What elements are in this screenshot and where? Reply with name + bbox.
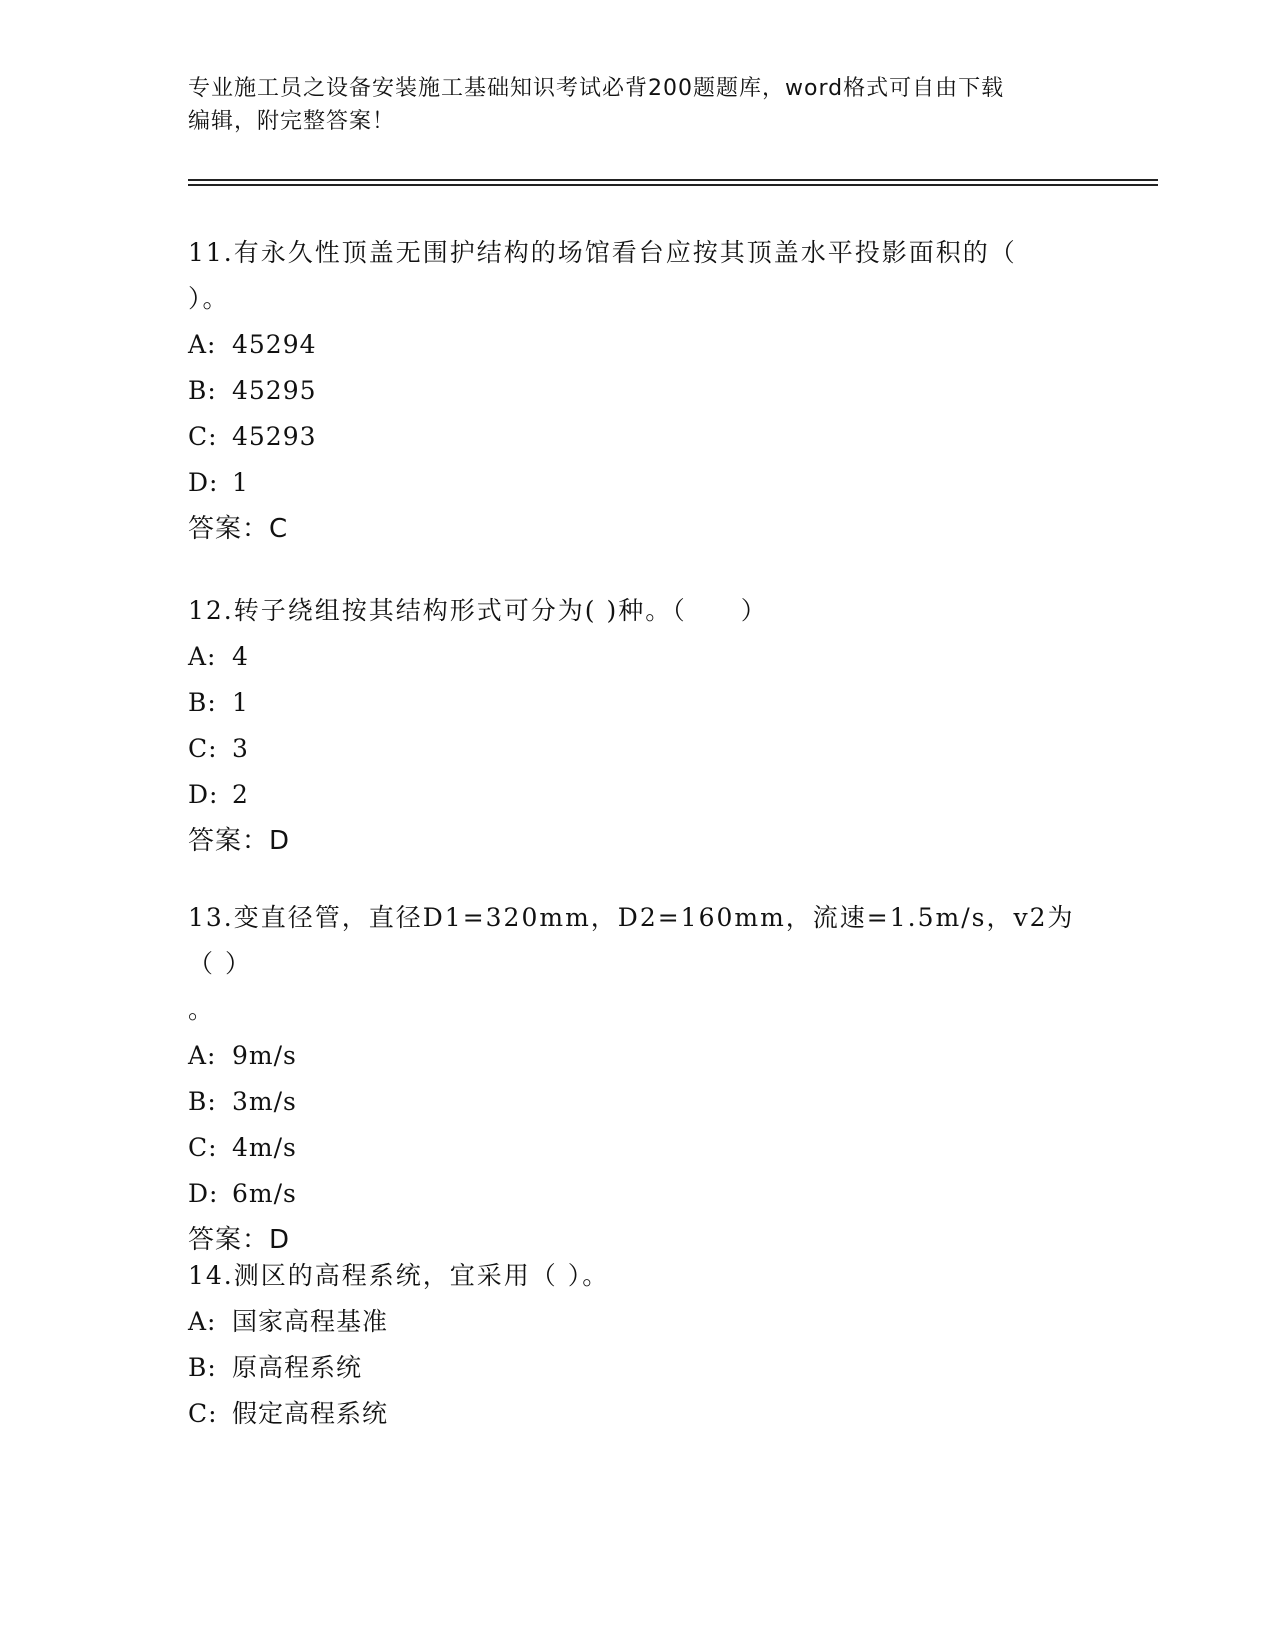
option-c [188, 726, 1088, 772]
option-text: 45294 [232, 330, 317, 359]
option-b [188, 368, 1088, 414]
option-letter: D: [188, 468, 219, 497]
option-letter: B: [188, 688, 217, 717]
option-a [188, 1033, 1088, 1079]
option-text: 3m/s [232, 1087, 297, 1116]
question-11 [188, 230, 1088, 552]
option-a [188, 1299, 1088, 1345]
option-letter: C: [188, 1399, 218, 1428]
header-line-2: 编辑，附完整答案！ [188, 109, 396, 134]
option-b [188, 1345, 1088, 1391]
option-text: 国家高程基准 [232, 1307, 389, 1336]
option-letter: C: [188, 734, 218, 763]
header-rule-top [188, 179, 1158, 181]
option-a [188, 322, 1088, 368]
option-letter: B: [188, 376, 217, 405]
option-letter: D: [188, 1179, 219, 1208]
question-13 [188, 895, 1088, 1263]
header-line-1: 专业施工员之设备安装施工基础知识考试必背200题题库，word格式可自由下载 [188, 76, 1005, 101]
option-letter: C: [188, 422, 218, 451]
option-letter: D: [188, 780, 219, 809]
answer-line: 答案：D [188, 1225, 291, 1255]
answer-line: 答案：C [188, 514, 289, 544]
question-stem-line: 13.变直径管，直径D1=320mm，D2=160mm，流速=1.5m/s，v2为（ ） [188, 903, 1075, 978]
option-letter: C: [188, 1133, 218, 1162]
option-text: 2 [232, 780, 249, 809]
question-14 [188, 1253, 1088, 1437]
option-text: 45295 [232, 376, 317, 405]
option-text: 45293 [232, 422, 317, 451]
option-c [188, 1125, 1088, 1171]
option-d [188, 1171, 1088, 1217]
option-text: 1 [232, 688, 249, 717]
header-rule-bottom [188, 184, 1158, 186]
option-letter: B: [188, 1353, 217, 1382]
option-letter: A: [188, 1307, 217, 1336]
option-text: 4m/s [232, 1133, 297, 1162]
option-text: 1 [232, 468, 249, 497]
option-text: 3 [232, 734, 249, 763]
option-text: 原高程系统 [232, 1353, 363, 1382]
document-header [188, 72, 1088, 138]
option-text: 9m/s [232, 1041, 297, 1070]
question-stem-line: 12.转子绕组按其结构形式可分为( )种。（ ） [188, 596, 768, 625]
option-letter: A: [188, 1041, 217, 1070]
answer-line: 答案：D [188, 826, 291, 856]
option-text: 假定高程系统 [232, 1399, 389, 1428]
option-b [188, 1079, 1088, 1125]
option-text: 6m/s [232, 1179, 297, 1208]
question-stem-line: 。 [188, 995, 216, 1024]
question-12 [188, 588, 1088, 864]
option-b [188, 680, 1088, 726]
question-stem-line: ）。 [188, 284, 230, 313]
option-letter: A: [188, 642, 217, 671]
option-c [188, 1391, 1088, 1437]
option-c [188, 414, 1088, 460]
question-stem-line: 11.有永久性顶盖无围护结构的场馆看台应按其顶盖水平投影面积的（ [188, 238, 1017, 267]
question-stem-line: 14.测区的高程系统，宜采用（ ）。 [188, 1261, 610, 1290]
option-letter: A: [188, 330, 217, 359]
option-d [188, 772, 1088, 818]
option-letter: B: [188, 1087, 217, 1116]
option-a [188, 634, 1088, 680]
option-text: 4 [232, 642, 249, 671]
option-d [188, 460, 1088, 506]
